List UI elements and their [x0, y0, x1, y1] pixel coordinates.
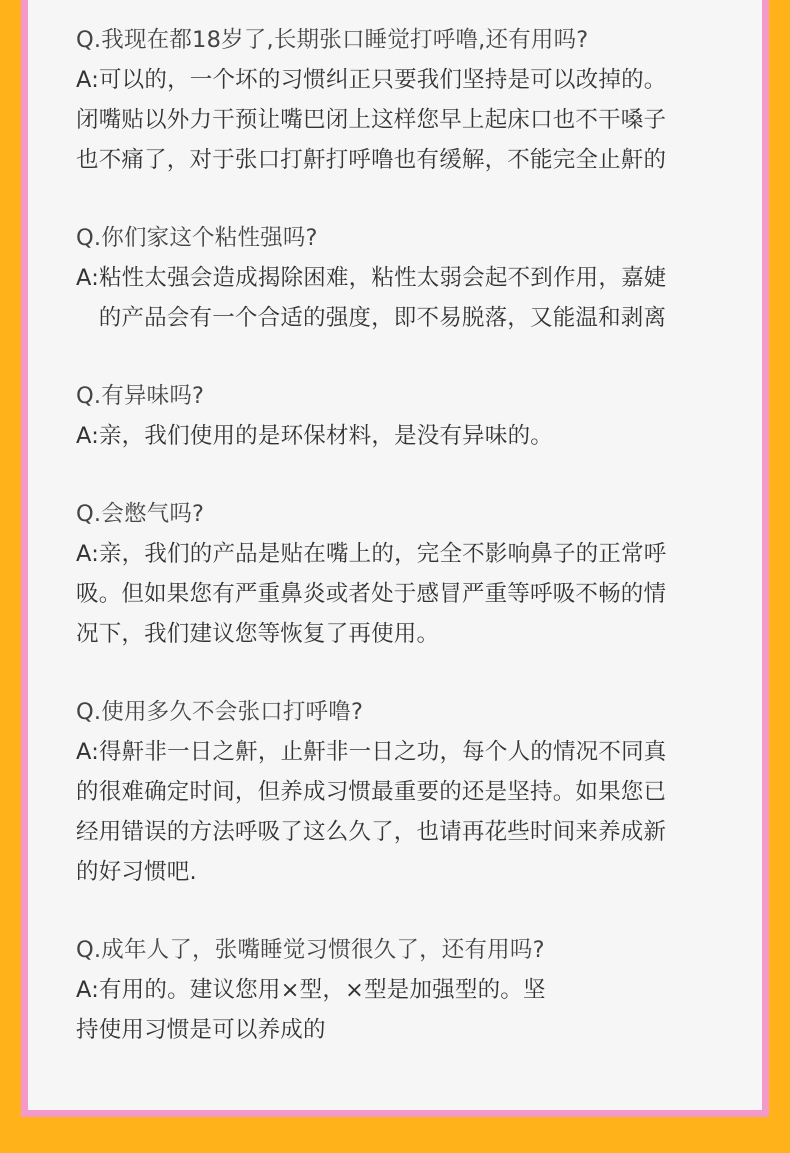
faq-answer-line: A:亲，我们的产品是贴在嘴上的，完全不影响鼻子的正常呼	[76, 541, 667, 567]
faq-item	[76, 20, 746, 180]
faq-answer-line: 闭嘴贴以外力干预让嘴巴闭上这样您早上起床口也不干嗓子	[76, 107, 667, 133]
faq-answer-line: 的很难确定时间，但养成习惯最重要的还是坚持。如果您已	[76, 779, 667, 805]
faq-answer-line: A:可以的，一个坏的习惯纠正只要我们坚持是可以改掉的。	[76, 67, 667, 93]
faq-answer-line: 也不痛了，对于张口打鼾打呼噜也有缓解，不能完全止鼾的	[76, 147, 667, 173]
faq-item	[76, 692, 746, 892]
faq-list	[76, 20, 746, 1050]
faq-answer-line: 吸。但如果您有严重鼻炎或者处于感冒严重等呼吸不畅的情	[76, 581, 667, 607]
faq-question: Q.你们家这个粘性强吗?	[76, 225, 318, 251]
faq-question: Q.使用多久不会张口打呼噜?	[76, 699, 364, 725]
faq-answer-line: A:亲，我们使用的是环保材料，是没有异味的。	[76, 423, 553, 449]
faq-answer-line: 的好习惯吧.	[76, 859, 197, 885]
faq-item	[76, 218, 746, 338]
faq-answer-line: 经用错误的方法呼吸了这么久了，也请再花些时间来养成新	[76, 819, 667, 845]
faq-answer-line: 持使用习惯是可以养成的	[76, 1017, 326, 1043]
faq-item	[76, 376, 746, 456]
faq-answer-line: 况下，我们建议您等恢复了再使用。	[76, 621, 440, 647]
faq-question: Q.我现在都18岁了,长期张口睡觉打呼噜,还有用吗?	[76, 27, 589, 53]
faq-answer-line: A:有用的。建议您用×型，×型是加强型的。坚	[76, 977, 546, 1003]
faq-question: Q.成年人了，张嘴睡觉习惯很久了，还有用吗?	[76, 937, 545, 963]
faq-answer-line: A:粘性太强会造成揭除困难，粘性太弱会起不到作用，嘉婕	[76, 265, 667, 291]
faq-item	[76, 494, 746, 654]
faq-item	[76, 930, 746, 1050]
faq-question: Q.会憋气吗?	[76, 501, 205, 527]
faq-question: Q.有异味吗?	[76, 383, 205, 409]
faq-answer-line: A:得鼾非一日之鼾，止鼾非一日之功，每个人的情况不同真	[76, 739, 667, 765]
faq-answer-line: 的产品会有一个合适的强度，即不易脱落，又能温和剥离	[76, 305, 667, 331]
